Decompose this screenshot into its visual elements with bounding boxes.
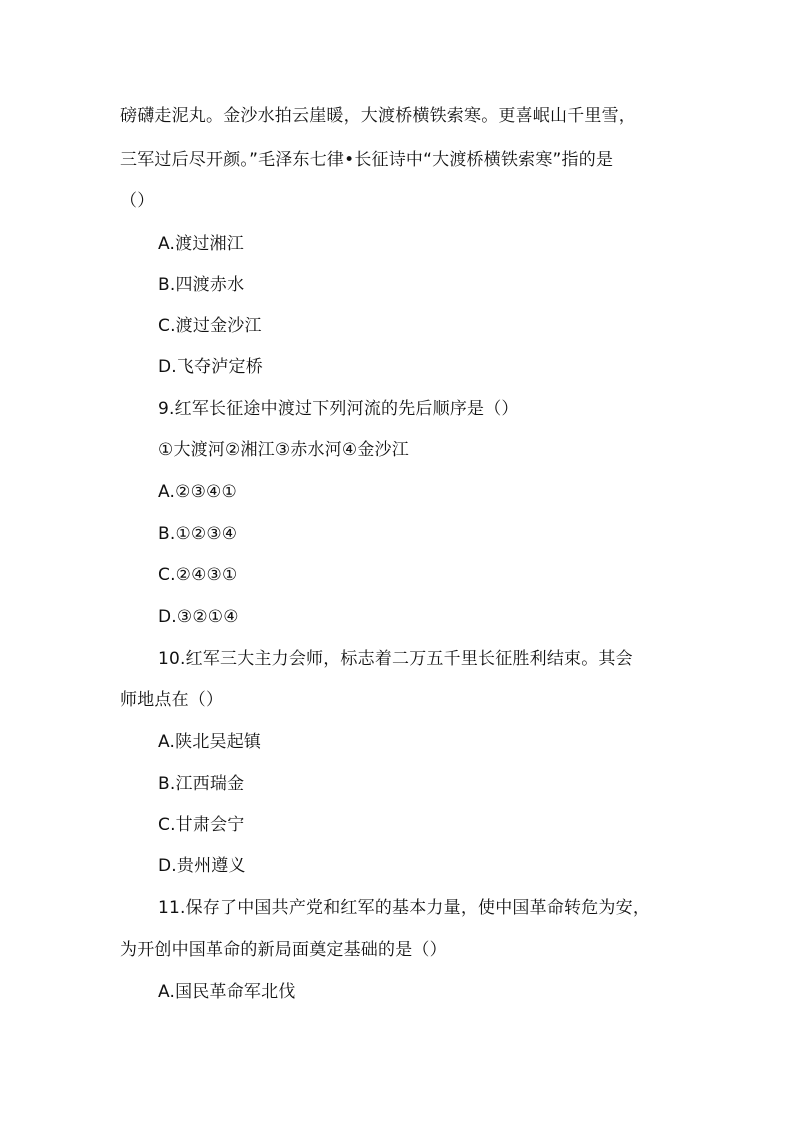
q11-option-a: A.国民革命军北伐: [158, 982, 296, 1002]
question-8-parenthesis: （）: [120, 191, 155, 211]
passage-line-1: 磅礴走泥丸。金沙水拍云崖暖，大渡桥横铁索寒。更喜岷山千里雪，: [120, 106, 636, 126]
question-10-stem-line-2: 师地点在（）: [120, 690, 224, 710]
q10-option-b: B.江西瑞金: [158, 774, 245, 794]
passage-line-2: 三军过后尽开颜。”毛泽东七律•长征诗中“大渡桥横铁索寒”指的是: [120, 150, 614, 170]
q8-option-a: A.渡过湘江: [158, 234, 244, 254]
q10-option-c: C.甘肃会宁: [158, 815, 245, 835]
q9-option-d: D.③②①④: [158, 607, 239, 627]
question-11-stem-line-2: 为开创中国革命的新局面奠定基础的是（）: [120, 940, 447, 960]
q10-option-d: D.贵州遵义: [158, 856, 246, 876]
q8-option-b: B.四渡赤水: [158, 275, 245, 295]
q10-option-a: A.陕北吴起镇: [158, 732, 262, 752]
question-9-items: ①大渡河②湘江③赤水河④金沙江: [158, 440, 409, 460]
q9-option-b: B.①②③④: [158, 524, 238, 544]
q8-option-d: D.飞夺泸定桥: [158, 357, 263, 377]
q9-option-c: C.②④③①: [158, 565, 238, 585]
question-9-stem: 9.红军长征途中渡过下列河流的先后顺序是（）: [158, 399, 519, 419]
q9-option-a: A.②③④①: [158, 482, 237, 502]
q8-option-c: C.渡过金沙江: [158, 316, 262, 336]
question-11-stem-line-1: 11.保存了中国共产党和红军的基本力量，使中国革命转危为安，: [158, 898, 651, 918]
question-10-stem-line-1: 10.红军三大主力会师，标志着二万五千里长征胜利结束。其会: [158, 649, 633, 669]
